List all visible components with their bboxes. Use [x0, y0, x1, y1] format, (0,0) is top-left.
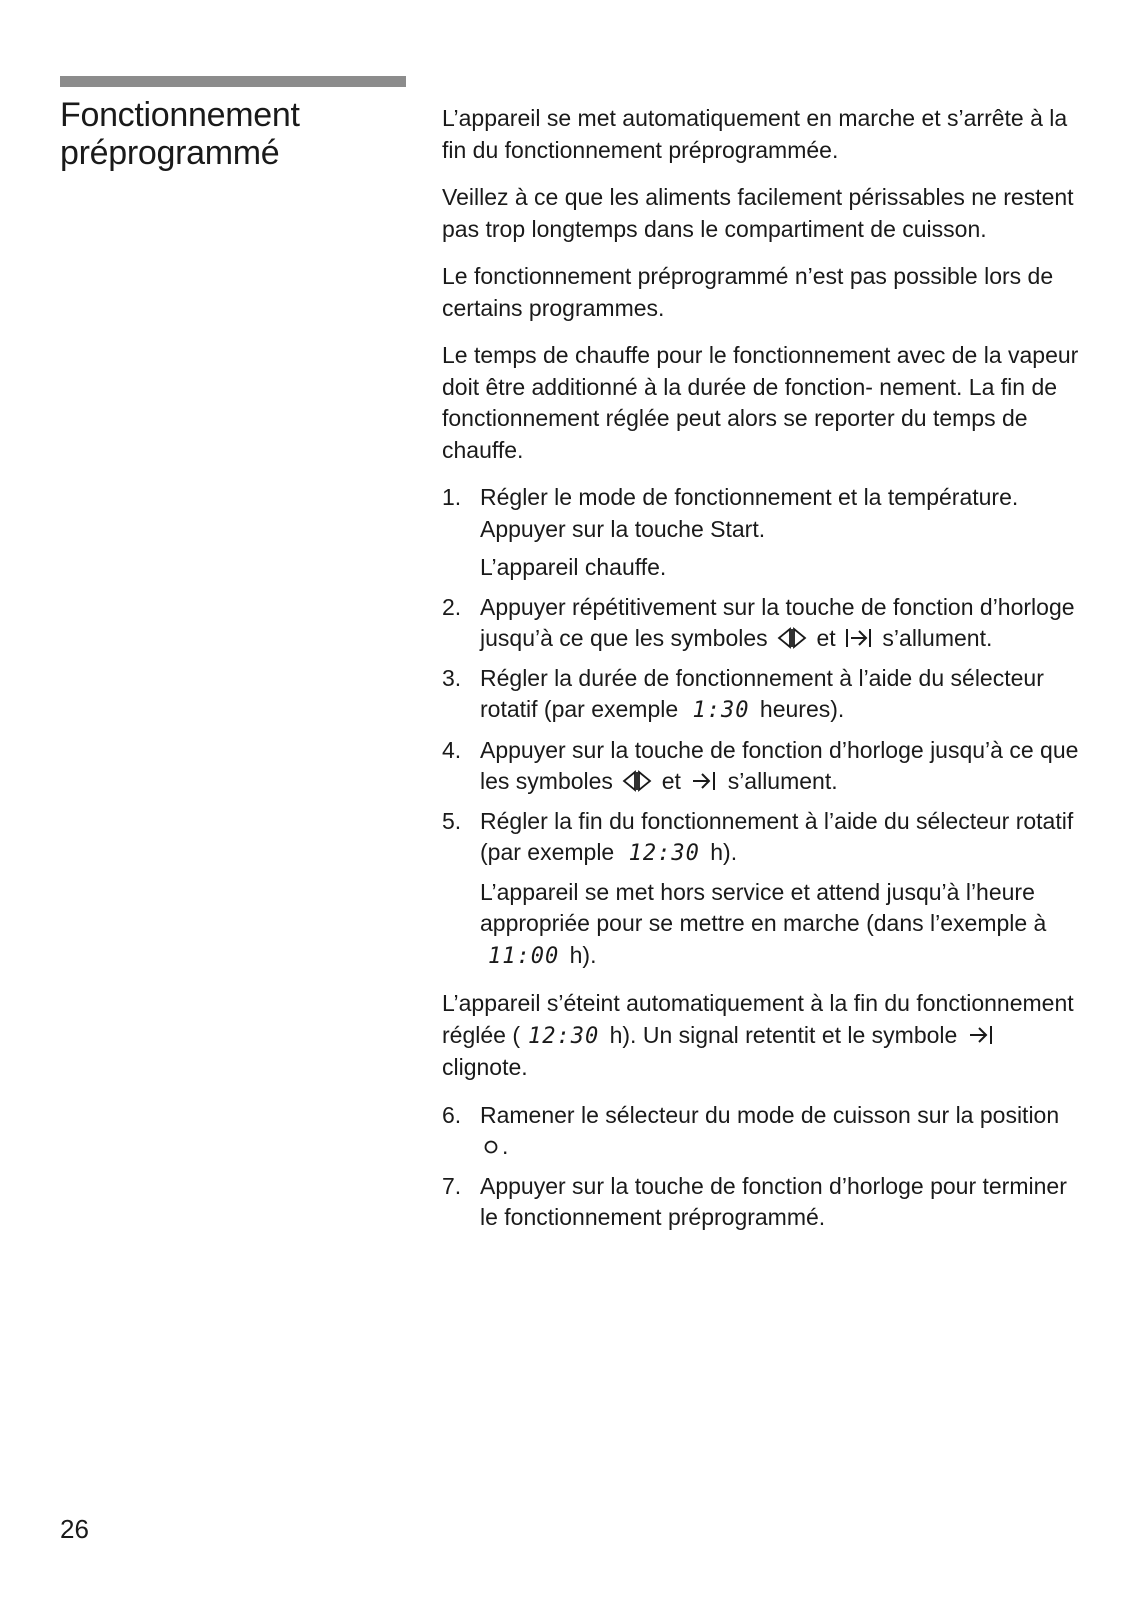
- step-text-end: h).: [710, 839, 738, 865]
- step-number: 5.: [442, 807, 462, 834]
- step-6: [442, 1100, 1082, 1163]
- step-text: Régler le mode de fonctionnement et la température. Appuyer sur la touche Start.: [480, 484, 1019, 542]
- end-time-icon: [967, 1024, 995, 1046]
- step-text-end: .: [502, 1133, 509, 1159]
- lcd-display-value: 11:00: [488, 943, 560, 969]
- title-line-2: préprogrammé: [60, 134, 280, 172]
- warning-paragraph: Veillez à ce que les aliments facilement périssables ne restent pas trop longtemps dans le compartiment de cuisson.: [442, 184, 1074, 242]
- steam-paragraph: Le temps de chauffe pour le fonctionnement avec de la vapeur doit être additionné à la durée de fonction- nement. La fin de fonctionnement réglée peut alors se reporter du temps de chauffe.: [442, 342, 1079, 463]
- step-text: Ramener le sélecteur du mode de cuisson sur la position: [480, 1101, 1060, 1128]
- step-text-end: s’allument.: [882, 625, 993, 651]
- duration-icon: [777, 627, 807, 649]
- lcd-display-value: 12:30: [628, 841, 700, 866]
- duration-icon: [622, 770, 652, 792]
- off-position-icon: [483, 1139, 499, 1155]
- auto-off-text-3: clignote.: [442, 1054, 528, 1080]
- end-time-icon: [845, 627, 873, 649]
- step-result: L’appareil chauffe.: [480, 554, 667, 580]
- step-result: [480, 877, 1082, 973]
- step-4: [442, 735, 1082, 798]
- step-2: [442, 592, 1082, 655]
- step-text: Appuyer sur la touche de fonction d’horloge pour terminer le fonctionnement préprogrammé.: [480, 1172, 1067, 1230]
- step-5: [442, 806, 1082, 973]
- end-time-icon: [690, 770, 718, 792]
- section-rule: [60, 76, 406, 87]
- step-number: 3.: [442, 664, 462, 691]
- step-result-text: L’appareil se met hors service et attend jusqu’à l’heure appropriée pour se mettre en marche (dans l’exemple à: [480, 878, 1047, 936]
- auto-off-paragraph: [442, 988, 1082, 1084]
- step-result-end: h).: [569, 941, 597, 968]
- steps-list-2: [442, 1100, 1082, 1234]
- step-text: Régler la fin du fonctionnement à l’aide du sélecteur rotatif (par exemple: [480, 807, 1074, 865]
- step-7: [442, 1171, 1082, 1234]
- lcd-display-value: 12:30: [527, 1023, 600, 1049]
- title-line-1: Fonctionnement: [60, 96, 300, 134]
- step-1: [442, 482, 1082, 584]
- step-text-and: et: [661, 768, 681, 794]
- step-number: 7.: [442, 1172, 462, 1199]
- step-text: Appuyer répétitivement sur la touche de fonction d’horloge jusqu’à ce que les symboles: [480, 593, 1075, 651]
- auto-off-text-2: h). Un signal retentit et le symbole: [609, 1021, 958, 1048]
- step-text-end: heures).: [759, 696, 845, 722]
- limitation-paragraph: Le fonctionnement préprogrammé n’est pas possible lors de certains programmes.: [442, 263, 1054, 321]
- page-title: [60, 96, 420, 172]
- step-number: 2.: [442, 593, 462, 620]
- step-number: 1.: [442, 484, 462, 510]
- lcd-display-value: 1:30: [692, 698, 750, 723]
- step-text: Appuyer sur la touche de fonction d’horloge jusqu’à ce que les symboles: [480, 736, 1079, 794]
- steps-list-1: [442, 482, 1082, 972]
- step-text-and: et: [816, 625, 836, 651]
- auto-off-text: L’appareil s’éteint automatiquement à la fin du fonctionnement réglée (: [442, 990, 1074, 1048]
- step-3: [442, 663, 1082, 727]
- step-number: 6.: [442, 1101, 462, 1128]
- step-text: Régler la durée de fonctionnement à l’aide du sélecteur rotatif (par exemple: [480, 664, 1044, 722]
- page-number: 26: [60, 1514, 89, 1544]
- step-number: 4.: [442, 736, 462, 763]
- intro-paragraph: L’appareil se met automatiquement en marche et s’arrête à la fin du fonctionnement préprogrammée.: [442, 105, 1068, 163]
- step-text-end: s’allument.: [727, 768, 838, 794]
- main-content: [442, 103, 1082, 1250]
